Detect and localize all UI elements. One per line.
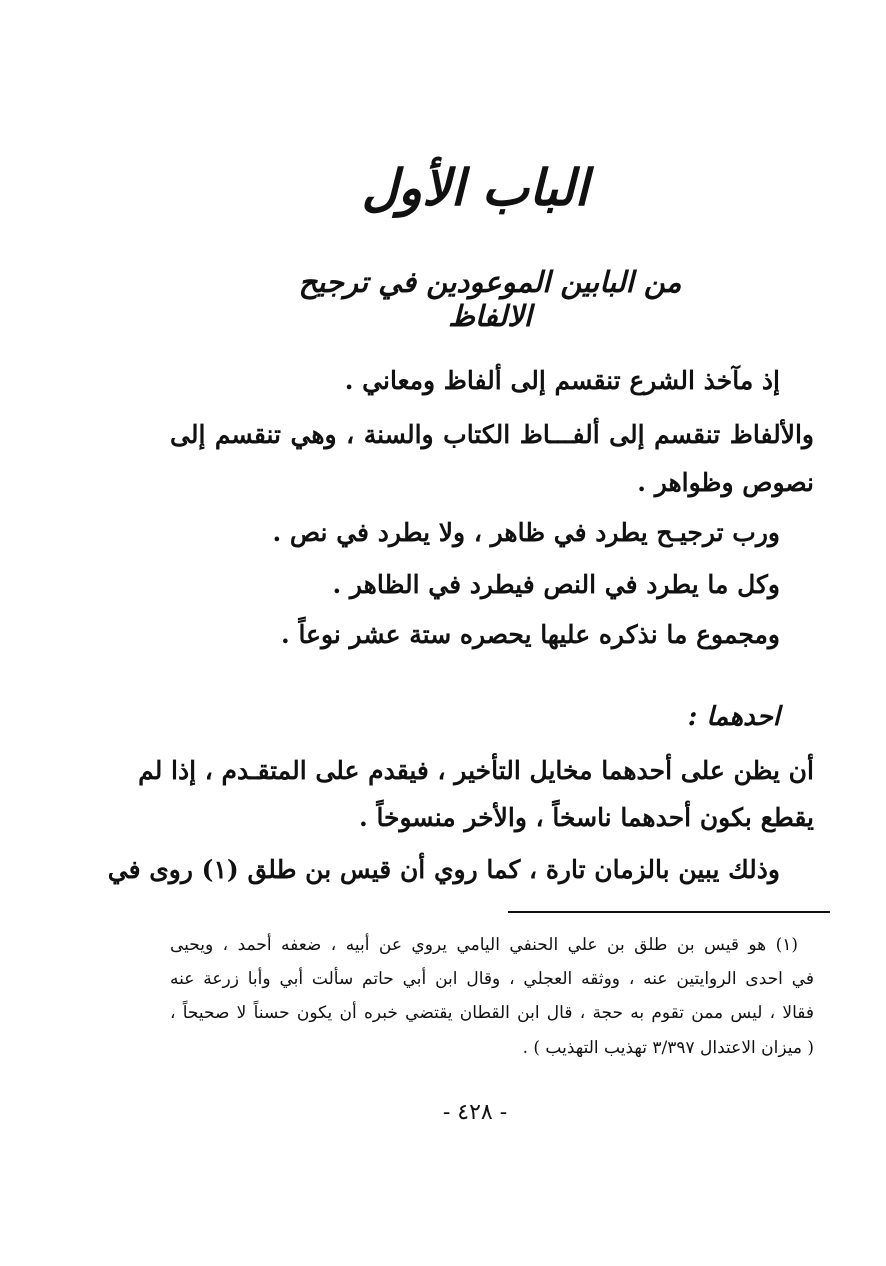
chapter-title: الباب الأول: [361, 158, 589, 217]
body-line-6: ومجموع ما نذكره عليها يحصره ستة عشر نوعاً .: [281, 620, 780, 649]
footnote-line-4: ( ميزان الاعتدال ٣/٣٩٧ تهذيب التهذيب ) .: [522, 1038, 814, 1058]
body-line-1: إذ مآخذ الشرع تنقسم إلى ألفاظ ومعاني .: [344, 366, 780, 395]
body-line-4: ورب ترجيـح يطرد في ظاهر ، ولا يطرد في نص .: [272, 518, 780, 547]
chapter-subtitle: من البابين الموعودين في ترجيح الالفاظ: [298, 265, 682, 333]
section-line-1: أن يظن على أحدهما مخايل التأخير ، فيقدم على المتقـدم ، إذا لم: [138, 756, 814, 785]
section-line-3: وذلك يبين بالزمان تارة ، كما روي أن قيس بن طلق (١) روى في: [107, 855, 780, 884]
section-line-2: يقطع بكون أحدهما ناسخاً ، والأخر منسوخاً .: [359, 803, 814, 832]
body-line-3: نصوص وظواهر .: [637, 468, 814, 497]
section-heading: احدهما :: [687, 702, 780, 732]
page-number: - ٤٢٨ -: [442, 1100, 508, 1125]
footnote-line-3: فقالا ، ليس ممن تقوم به حجة ، قال ابن القطان يقتضي خبره أن يكون حسناً لا صحيحاً ،: [170, 1003, 814, 1023]
body-line-2: والألفاظ تنقسم إلى ألفـــاظ الكتاب والسنة ، وهي تنقسم إلى: [170, 420, 814, 449]
footnote-line-2: في احدى الروايتين عنه ، ووثقه العجلي ، وقال ابن أبي حاتم سألت أبي وأبا زرعة عنه: [170, 969, 814, 989]
footnote-line-1: (١) هو قيس بن طلق بن علي الحنفي اليامي يروي عن أبيه ، ضعفه أحمد ، ويحيى: [170, 935, 798, 955]
body-line-5: وكل ما يطرد في النص فيطرد في الظاهر .: [332, 570, 780, 599]
footnote-separator: [508, 911, 830, 913]
